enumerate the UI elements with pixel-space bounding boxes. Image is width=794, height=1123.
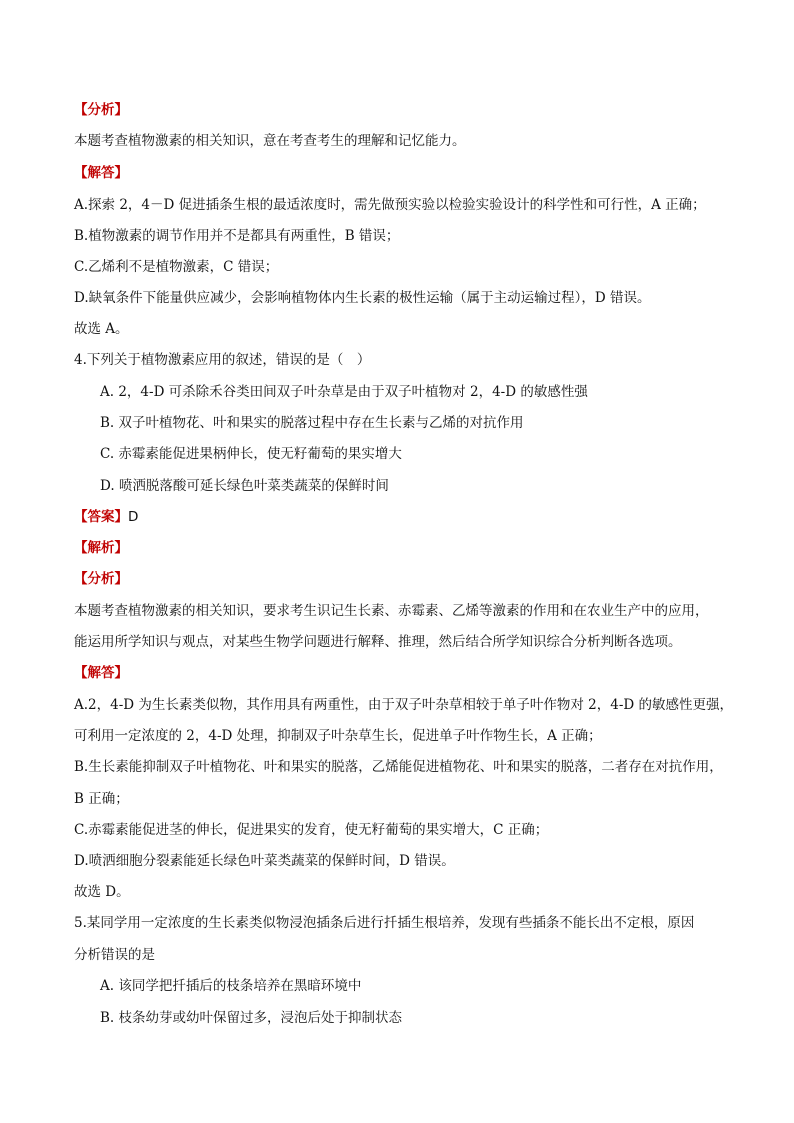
analysis-line: 本题考查植物激素的相关知识，要求考生识记生长素、赤霉素、乙烯等激素的作用和在农业生产中的应用， (74, 603, 709, 619)
solution-line: B.生长素能抑制双子叶植物花、叶和果实的脱落，乙烯能促进植物花、叶和果实的脱落，二者存在对抗作用， (74, 759, 723, 775)
analysis-tag: 【分析】 (74, 102, 128, 118)
solution-line: D.缺氧条件下能量供应减少，会影响植物体内生长素的极性运输（属于主动运输过程），D 错误。 (74, 290, 651, 306)
answer-tag: 【答案】 (74, 509, 128, 525)
solution-line: 可利用一定浓度的 2，4-D 处理，抑制双子叶杂草生长，促进单子叶作物生长，A 正确； (74, 728, 602, 744)
question-5-option-a: A. 该同学把扦插后的枝条培养在黑暗环境中 (100, 978, 362, 994)
question-5-stem: 5.某同学用一定浓度的生长素类似物浸泡插条后进行扦插生根培养，发现有些插条不能长出不定根，原因 (74, 915, 695, 931)
question-4-option-b: B. 双子叶植物花、叶和果实的脱落过程中存在生长素与乙烯的对抗作用 (100, 415, 524, 431)
solution-line: A.2，4-D 为生长素类似物，其作用具有两重性，由于双子叶杂草相较于单子叶作物对 2，4-D 的敏感性更强， (74, 697, 734, 713)
explain-tag: 【解析】 (74, 540, 128, 556)
conclusion-line: 故选 D。 (74, 884, 130, 900)
solution-line: B.植物激素的调节作用并不是都具有两重性，B 错误； (74, 228, 400, 244)
solution-line: A.探索 2，4－D 促进插条生根的最适浓度时，需先做预实验以检验实验设计的科学性和可行性，A 正确； (74, 197, 706, 213)
solution-line: C.赤霉素能促进茎的伸长，促进果实的发育，使无籽葡萄的果实增大，C 正确； (74, 822, 549, 838)
question-5-option-b: B. 枝条幼芽或幼叶保留过多，浸泡后处于抑制状态 (100, 1010, 403, 1026)
solution-line: B 正确； (74, 791, 129, 807)
answer-tag: 【解答】 (74, 165, 128, 181)
solution-tag: 【解答】 (74, 665, 128, 681)
conclusion-line: 故选 A。 (74, 321, 129, 337)
answer-value: D (128, 509, 139, 525)
question-5-stem: 分析错误的是 (74, 947, 155, 963)
question-4-stem: 4.下列关于植物激素应用的叙述，错误的是（ ） (74, 352, 371, 368)
solution-line: C.乙烯利不是植物激素，C 错误； (74, 259, 279, 275)
question-4-option-a: A. 2，4-D 可杀除禾谷类田间双子叶杂草是由于双子叶植物对 2，4-D 的敏感性强 (100, 384, 588, 400)
question-4-option-c: C. 赤霉素能促进果柄伸长，使无籽葡萄的果实增大 (100, 446, 402, 462)
analysis-tag: 【分析】 (74, 571, 128, 587)
question-4-option-d: D. 喷洒脱落酸可延长绿色叶菜类蔬菜的保鲜时间 (100, 478, 389, 494)
analysis-text: 本题考查植物激素的相关知识，意在考查考生的理解和记忆能力。 (74, 133, 466, 149)
analysis-line: 能运用所学知识与观点，对某些生物学问题进行解释、推理，然后结合所学知识综合分析判断各选项。 (74, 634, 682, 650)
solution-line: D.喷洒细胞分裂素能延长绿色叶菜类蔬菜的保鲜时间，D 错误。 (74, 853, 455, 869)
question-4-answer (74, 507, 754, 527)
